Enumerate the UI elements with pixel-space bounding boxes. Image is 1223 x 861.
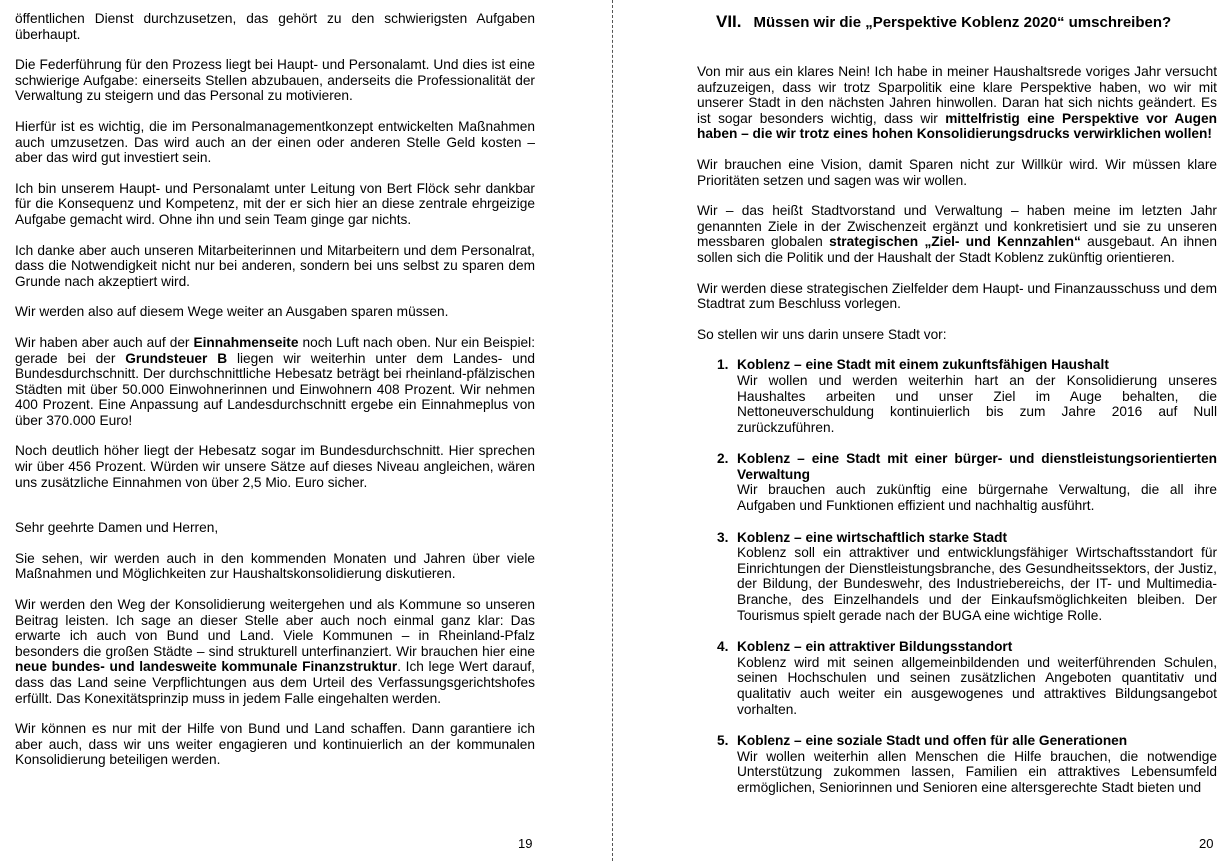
salutation	[15, 520, 535, 536]
goal-title: Koblenz – eine Stadt mit einer bürger- und dienstleistungsorientierten Verwaltung	[737, 451, 1217, 482]
section-title: Müssen wir die „Perspektive Koblenz 2020“ umschreiben?	[753, 14, 1172, 31]
paragraph	[697, 327, 1217, 343]
paragraph	[15, 335, 535, 429]
text-run: . Ich lege Wert darauf, dass das Land seine Verpflichtungen aus dem Urteil des Verfassungsgerichtshofes erfüllt. Das Konexitätsprinzip muss in jedem Falle eingehalten werden.	[15, 659, 535, 706]
text-run: Wir brauchen eine Vision, damit Sparen nicht zur Willkür wird. Wir müssen klare Prioritäten setzen und sagen was wir wollen.	[697, 156, 1217, 188]
paragraph	[15, 181, 535, 228]
paragraph	[697, 203, 1217, 265]
text-run: Ich danke aber auch unseren Mitarbeiterinnen und Mitarbeitern und dem Personalrat, dass die Notwendigkeit nicht nur bei anderen, sondern bei uns selbst zu sparen dem Grunde nach akzeptiert wird.	[15, 242, 535, 289]
paragraph	[15, 443, 535, 490]
page-right	[614, 0, 1223, 861]
goal-title: Koblenz – eine soziale Stadt und offen für alle Generationen	[737, 733, 1128, 749]
paragraph	[15, 304, 535, 320]
text-run: Die Federführung für den Prozess liegt bei Haupt- und Personalamt. Und dies ist eine schwierige Aufgabe: einerseits Stellen abzubauen, anderseits die Professionalität der Verwaltung zu steigern und das Personal zu motivieren.	[15, 57, 535, 104]
goal-number: 1.	[717, 357, 729, 373]
bold-text: strategischen „Ziel- und Kennzahlen“	[829, 234, 1081, 250]
paragraph	[15, 119, 535, 166]
text-run: Noch deutlich höher liegt der Hebesatz sogar im Bundesdurchschnitt. Hier sprechen wir über 456 Prozent. Würden wir unsere Sätze auf dieses Niveau angleichen, wären uns zusätzliche Einnahmen von über 2,5 Mio. Euro sicher.	[15, 443, 535, 490]
goal-item	[697, 530, 1217, 624]
text-run: liegen wir weiterhin unter dem Landes- und Bundesdurchschnitt. Der durchschnittliche Hebesatz beträgt bei rheinland-pfälzischen Städten mit über 50.000 Einwohnerinnen und Einwohnern 408 Prozent. Wir nehmen 400 Prozent. Eine Anpassung auf Landesdurchschnitt ergebe ein Einnahmeplus von über 370.000 Euro!	[15, 350, 536, 428]
goal-item	[697, 451, 1217, 513]
paragraph	[15, 243, 535, 290]
goal-title: Koblenz – eine wirtschaftlich starke Stadt	[737, 529, 1008, 545]
paragraph	[15, 721, 535, 768]
bold-text: mittelfristig eine Perspektive vor Augen haben – die wir trotz eines hohen Konsolidierungsdrucks verwirklichen wollen!	[697, 110, 1217, 142]
text-run: So stellen wir uns darin unsere Stadt vor:	[697, 326, 947, 342]
goal-number: 5.	[717, 733, 729, 749]
goal-title: Koblenz – ein attraktiver Bildungsstandort	[737, 639, 1013, 655]
paragraph	[697, 281, 1217, 312]
text-run: öffentlichen Dienst durchzusetzen, das gehört zu den schwierigsten Aufgaben überhaupt.	[15, 11, 535, 42]
paragraph	[15, 597, 535, 706]
left-text-block	[15, 11, 535, 783]
text-run: Sehr geehrte Damen und Herren,	[15, 520, 219, 536]
section-number: VII.	[716, 12, 742, 31]
goal-title: Koblenz – eine Stadt mit einem zukunftsfähigen Haushalt	[737, 357, 1109, 373]
goal-text: Wir brauchen auch zukünftig eine bürgernahe Verwaltung, die all ihre Aufgaben und Funktionen effizient und nachhaltig ausführt.	[737, 482, 1217, 514]
goal-item	[697, 733, 1217, 795]
paragraph	[697, 64, 1217, 142]
goal-number: 4.	[717, 639, 729, 655]
text-run: Wir werden also auf diesem Wege weiter an Ausgaben sparen müssen.	[15, 304, 449, 320]
text-run: Wir können es nur mit der Hilfe von Bund und Land schaffen. Dann garantiere ich aber auch, dass wir uns weiter engagieren und kontinuierlich an der kommunalen Konsolidierung beteiligen werden.	[15, 721, 535, 768]
text-run: Wir werden diese strategischen Zielfelder dem Haupt- und Finanzausschuss und dem Stadtrat zum Beschluss vorlegen.	[697, 280, 1217, 312]
bold-text: Einnahmenseite	[193, 334, 299, 350]
page-number-left: 19	[518, 836, 533, 851]
goal-number: 2.	[717, 451, 729, 467]
text-run: Hierfür ist es wichtig, die im Personalmanagementkonzept entwickelten Maßnahmen auch umzusetzen. Das wird auch an der einen oder anderen Stelle Geld kosten – aber das wird gut investiert sein.	[15, 118, 535, 166]
goal-text: Koblenz soll ein attraktiver und entwicklungsfähiger Wirtschaftsstandort für Einrichtungen der Dienstleistungsbranche, des Gesundheitssektors, der Justiz, der Bildung, der Bundeswehr, des Industriebereichs, der IT- und Multimedia-Branche, des Einzelhandels und der Einkaufsmöglichkeiten bleiben. Der Tourismus spielt gerade nach der BUGA eine wichtige Rolle.	[737, 545, 1217, 623]
text-run: Wir haben aber auch auf der	[15, 334, 194, 350]
goal-text: Wir wollen und werden weiterhin hart an der Konsolidierung unseres Haushaltes arbeiten und unser Ziel im Auge behalten, die Nettoneuverschuldung kontinuierlich bis zum Jahre 2016 auf Null zurückzuführen.	[737, 372, 1217, 435]
paragraph	[697, 157, 1217, 188]
text-run: Sie sehen, wir werden auch in den kommenden Monaten und Jahren über viele Maßnahmen und Möglichkeiten zur Haushaltskonsolidierung diskutieren.	[15, 550, 535, 582]
goals-list	[697, 357, 1217, 795]
text-run: Von mir aus ein klares Nein! Ich habe in meiner Haushaltsrede voriges Jahr versucht aufzuzeigen, dass wir trotz Sparpolitik eine klare Perspektive haben, wo wir mit unserer Stadt in den nächsten Jahren hinwollen. Daran hat sich nichts geändert. Es ist sogar besonders wichtig, dass wir	[697, 64, 1217, 126]
text-run: Wir werden den Weg der Konsolidierung weitergehen und als Kommune so unseren Beitrag leisten. Ich sage an dieser Stelle aber auch noch einmal ganz klar: Das erwarte ich auch von Bund und Land. Viele Kommunen – in Rheinland-Pfalz besonders die großen Städte – sind strukturell unterfinanziert. Wir brauchen hier eine	[15, 597, 535, 659]
page-number-right: 20	[1199, 836, 1214, 851]
bold-text: neue bundes- und landesweite kommunale Finanzstruktur	[15, 659, 398, 675]
text-run: noch Luft nach oben. Nur ein Beispiel: gerade bei der	[15, 334, 535, 366]
text-run: ausgebaut. An ihnen sollen sich die Politik und der Haushalt der Stadt Koblenz zukünftig orientieren.	[697, 234, 1218, 265]
goal-item	[697, 639, 1217, 717]
paragraph	[15, 57, 535, 104]
goal-number: 3.	[717, 529, 729, 545]
page-divider	[612, 0, 613, 861]
goal-text: Wir wollen weiterhin allen Menschen die Hilfe brauchen, die notwendige Unterstützung zukommen lassen, Familien ein attraktives Lebensumfeld ermöglichen, Seniorinnen und Senioren eine altersgerechte Stadt bieten und	[737, 748, 1217, 795]
goal-text: Koblenz wird mit seinen allgemeinbildenden und weiterführenden Schulen, seinen Hochschulen und seinen zusätzlichen Angeboten quantitativ und qualitativ auch weiter ein ausgewogenes und attraktives Bildungsangebot vorhalten.	[737, 654, 1217, 717]
paragraph	[15, 11, 535, 42]
bold-text: Grundsteuer B	[125, 350, 228, 366]
text-run: Ich bin unserem Haupt- und Personalamt unter Leitung von Bert Flöck sehr dankbar für die Konsequenz und Kompetenz, mit der er sich hier an diese zentrale ehrgeizige Aufgabe gemacht wird. Ohne ihn und sein Team ginge gar nichts.	[15, 180, 535, 227]
goal-item	[697, 357, 1217, 435]
text-run: Wir – das heißt Stadtvorstand und Verwaltung – haben meine im letzten Jahr genannten Ziele in der Zwischenzeit ergänzt und konkretisiert und sie zu unseren messbaren globalen	[697, 203, 1217, 250]
paragraph	[15, 551, 535, 582]
section-heading	[716, 12, 1171, 32]
right-text-block	[697, 64, 1217, 812]
